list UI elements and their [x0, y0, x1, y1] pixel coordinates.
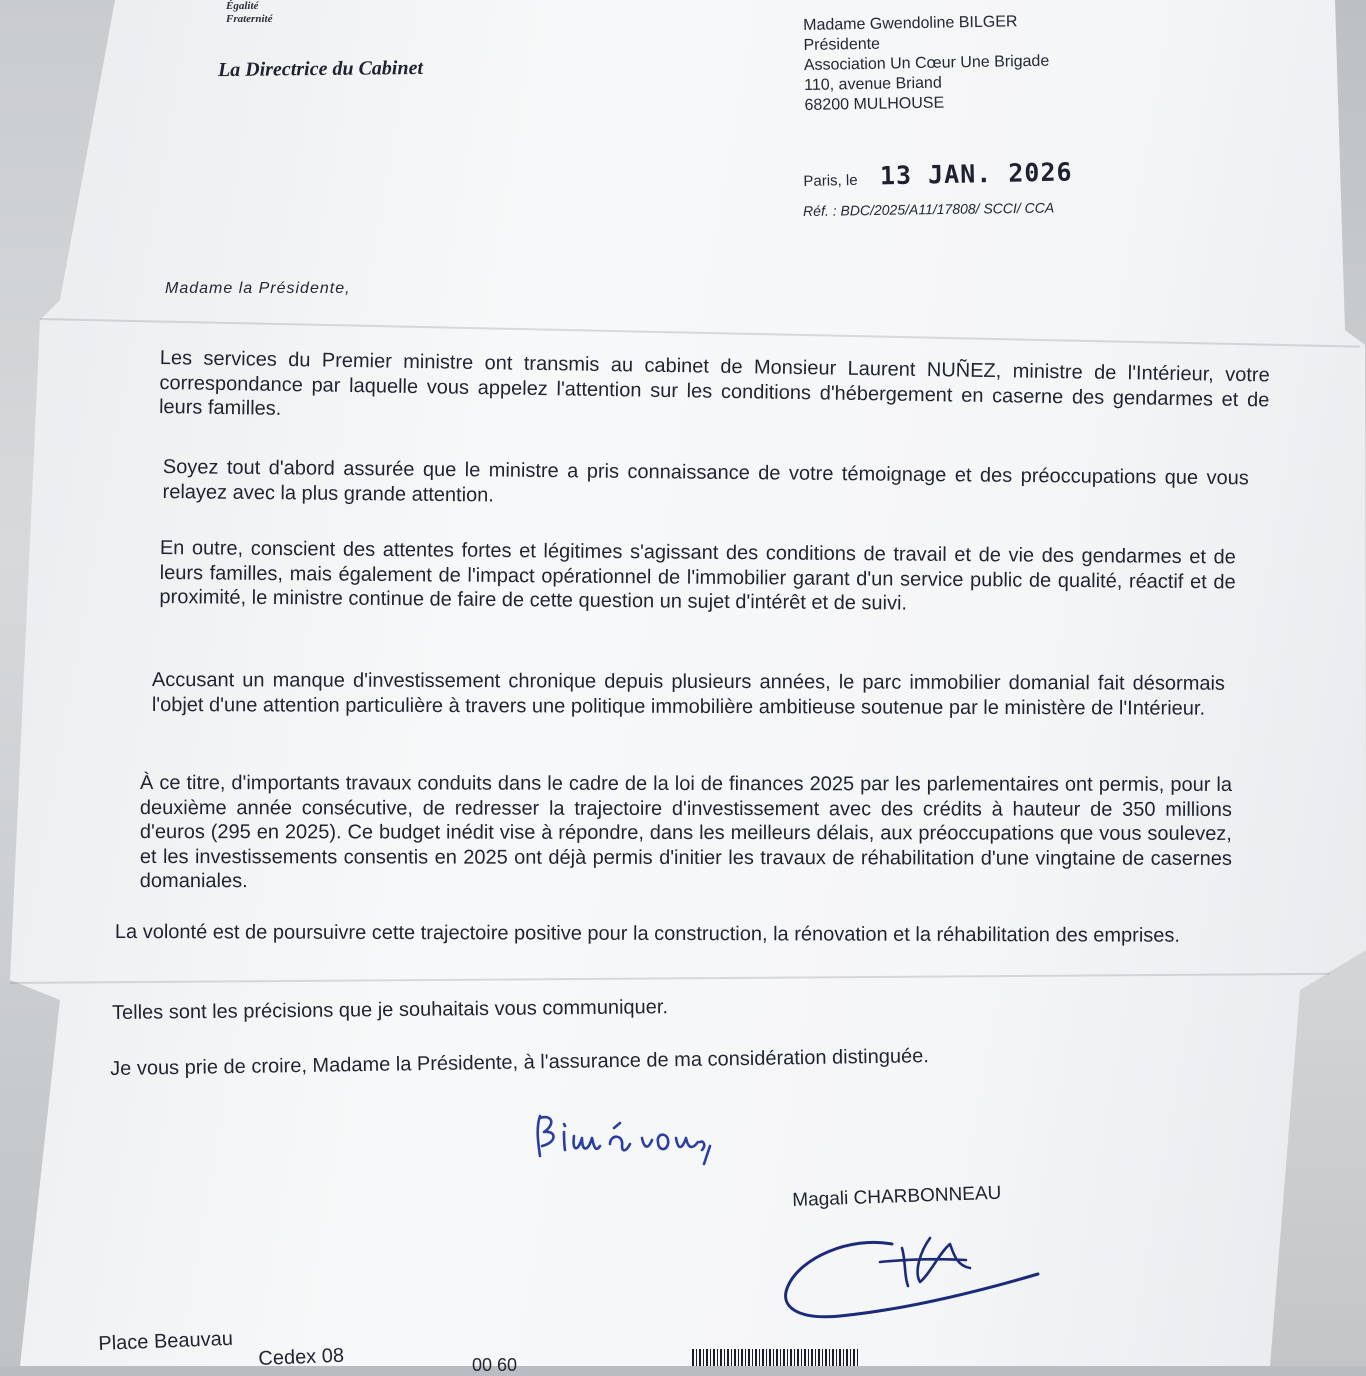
- body-paragraph: En outre, conscient des attentes fortes et légitimes s'agissant des conditions de travail et de vie des gendarmes et de leurs familles, mais également de l'impact opérationnel de l'immobilier garant d'un service public de qualité, réactif et de proximité, le ministre continue de faire de cette question un sujet d'intérêt et de suivi.: [159, 536, 1236, 615]
- dateline: [803, 157, 1073, 192]
- handwritten-strokes: [538, 1116, 710, 1164]
- sender-title: La Directrice du Cabinet: [217, 56, 424, 82]
- date-stamp: 13 JAN. 2026: [879, 157, 1073, 191]
- footer-address-line: Place Beauvau: [98, 1327, 234, 1355]
- motto-line: Fraternité: [226, 13, 273, 25]
- date-place-label: Paris, le: [803, 171, 858, 190]
- body-paragraph: Accusant un manque d'investissement chronique depuis plusieurs années, le parc immobilier domanial fait désormais l'objet d'une attention particulière à travers une politique immobilière ambitieuse soutenue par le ministère de l'Intérieur.: [151, 669, 1225, 720]
- republic-motto: [226, 0, 272, 26]
- signature-initials: [880, 1238, 970, 1286]
- closing-line: Je vous prie de croire, Madame la Présidente, à l'assurance de ma considération distinguée.: [110, 1045, 929, 1080]
- recipient-organisation: Association Un Cœur Une Brigade: [803, 52, 1050, 74]
- footer-number: 00 60: [472, 1355, 518, 1375]
- salutation: Madame la Présidente,: [165, 280, 351, 297]
- footer-address-line: Cedex 08: [258, 1344, 345, 1370]
- recipient-street: 110, avenue Briand: [804, 74, 942, 94]
- body-paragraph: À ce titre, d'importants travaux conduits dans le cadre de la loi de finances 2025 par les parlementaires ont permis, pour la deuxième année consécutive, de redresser la trajectoire d'investissement avec des crédits à hauteur de 350 millions d'euros (295 en 2025). Ce budget inédit vise à répondre, dans les meilleurs délais, aux préoccupations que vous soulevez, et les investissements consentis en 2025 ont déjà permis d'initier les travaux de réhabilitation d'une vingtaine de casernes domaniales.: [139, 772, 1232, 893]
- body-paragraph: Soyez tout d'abord assurée que le ministre a pris connaissance de votre témoignage et des préoccupations que vous relayez avec la plus grande attention.: [162, 455, 1249, 506]
- body-paragraph: La volonté est de poursuivre cette trajectoire positive pour la construction, la rénovation et la réhabilitation des emprises.: [114, 921, 1181, 947]
- closing-line: Telles sont les précisions que je souhaitais vous communiquer.: [112, 996, 669, 1024]
- recipient-name: Madame Gwendoline BILGER: [803, 13, 1018, 34]
- body-paragraph: Les services du Premier ministre ont transmis au cabinet de Monsieur Laurent NUÑEZ, ministre de l'Intérieur, votre correspondance par laquelle vous appelez l'attention sur les conditions d'hébergement en caserne des gendarmes et de leurs familles.: [158, 346, 1270, 420]
- signature-loop: [786, 1242, 1038, 1316]
- recipient-address: [803, 12, 1050, 116]
- motto-line: Égalité: [226, 0, 259, 12]
- recipient-city: 68200 MULHOUSE: [804, 94, 945, 114]
- signature: [780, 1222, 1050, 1327]
- reference: Réf. : BDC/2025/A11/17808/ SCCI/ CCA: [803, 199, 1055, 219]
- handwritten-note: [530, 1108, 720, 1172]
- signatory-name: Magali CHARBONNEAU: [792, 1182, 1002, 1211]
- recipient-role: Présidente: [803, 35, 881, 54]
- barcode: [692, 1349, 860, 1366]
